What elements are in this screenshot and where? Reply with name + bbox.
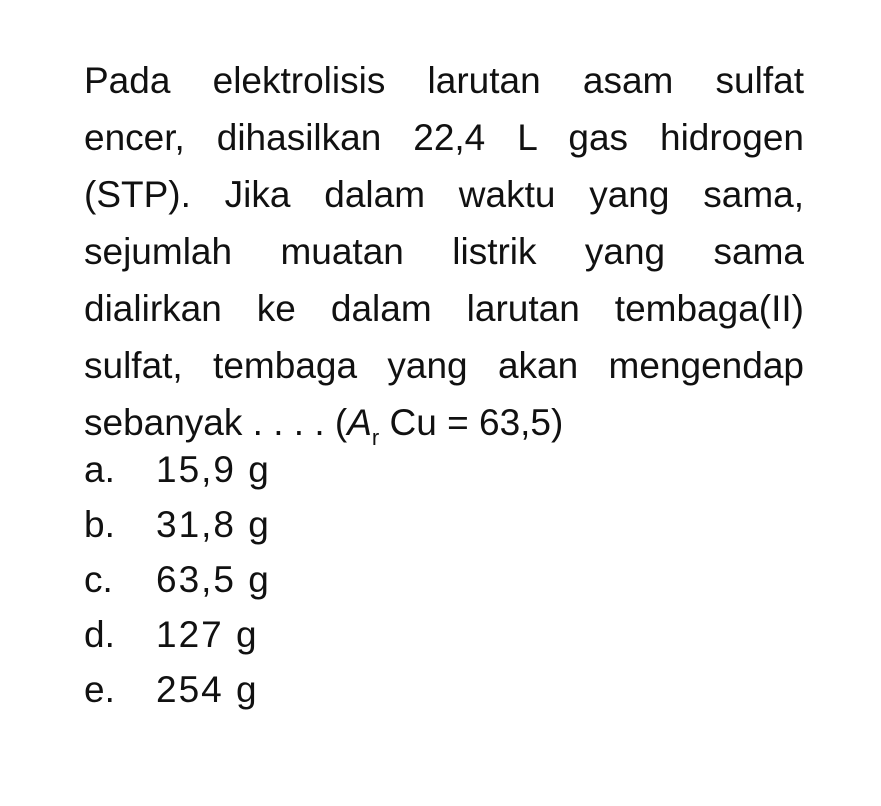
option-b[interactable] <box>84 497 484 552</box>
option-letter: c. <box>84 559 113 600</box>
option-letter: b. <box>84 504 115 545</box>
question-line-2: encer, dihasilkan 22,4 L gas hidrogen <box>84 117 804 158</box>
question-line-1: Pada elektrolisis larutan asam sulfat <box>84 60 804 101</box>
option-c[interactable] <box>84 552 484 607</box>
question-last-text: sebanyak . . . . <box>84 402 335 443</box>
question-text <box>84 52 804 451</box>
option-letter: e. <box>84 669 115 710</box>
option-value: 63,5 g <box>156 559 271 600</box>
answer-options <box>84 442 484 717</box>
formula-symbol: A <box>347 402 372 443</box>
option-value: 15,9 g <box>156 449 271 490</box>
formula-element: Cu = 63,5) <box>379 402 564 443</box>
option-e[interactable] <box>84 662 484 717</box>
question-line-5: dialirkan ke dalam larutan tembaga(II) <box>84 288 804 329</box>
question-line-6: sulfat, tembaga yang akan mengendap <box>84 345 804 386</box>
question-line-3: (STP). Jika dalam waktu yang sama, <box>84 174 804 215</box>
option-d[interactable] <box>84 607 484 662</box>
atomic-mass-formula <box>334 402 564 450</box>
option-letter: a. <box>84 449 115 490</box>
option-value: 31,8 g <box>156 504 271 545</box>
option-letter: d. <box>84 614 115 655</box>
option-value: 127 g <box>156 614 259 655</box>
option-value: 254 g <box>156 669 259 710</box>
formula-subscript: r <box>371 425 380 450</box>
formula-open-paren: ( <box>334 402 348 443</box>
option-a[interactable] <box>84 442 484 497</box>
question-line-4: sejumlah muatan listrik yang sama <box>84 231 804 272</box>
